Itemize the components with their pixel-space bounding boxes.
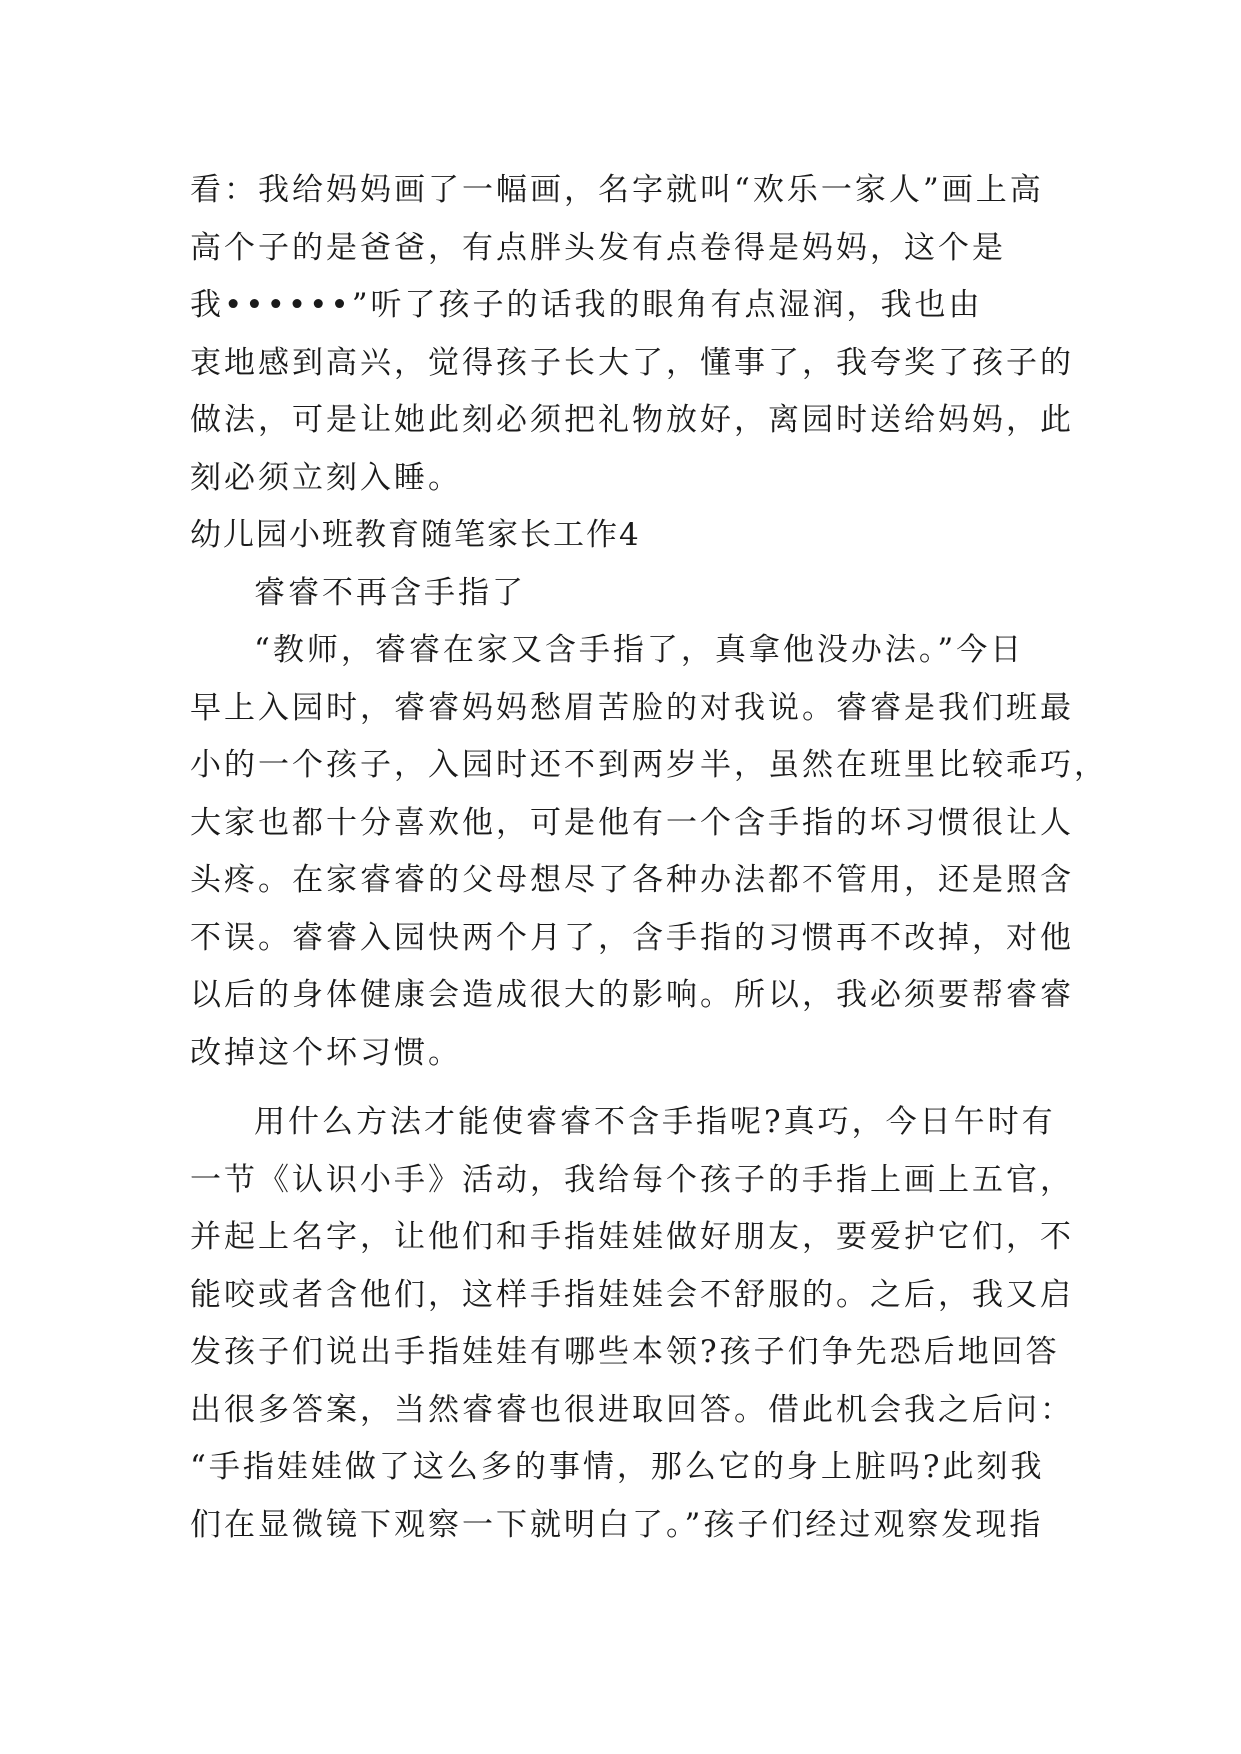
paragraph-line: 能咬或者含他们，这样手指娃娃会不舒服的。之后，我又启 [190,1276,1074,1313]
paragraph-line: “教师，睿睿在家又含手指了，真拿他没办法。”今日 [254,632,1025,668]
paragraph-line: 以后的身体健康会造成很大的影响。所以，我必须要帮睿睿 [190,977,1074,1013]
paragraph-line: 一节《认识小手》活动，我给每个孩子的手指上画上五官， [190,1161,1074,1198]
paragraph-line: 头疼。在家睿睿的父母想尽了各种办法都不管用，还是照含 [190,862,1074,898]
paragraph-line: 高个子的是爸爸，有点胖头发有点卷得是妈妈，这个是 [190,229,1006,266]
paragraph-line: 发孩子们说出手指娃娃有哪些本领?孩子们争先恐后地回答 [190,1334,1060,1370]
paragraph-spacer [190,1082,1060,1094]
paragraph-line: 小的一个孩子，入园时还不到两岁半，虽然在班里比较乖巧， [190,747,1108,783]
paragraph-line: 并起上名字，让他们和手指娃娃做好朋友，要爱护它们，不 [190,1219,1074,1255]
paragraph-line: “手指娃娃做了这么多的事情，那么它的身上脏吗?此刻我 [190,1449,1045,1485]
paragraph-1 [190,622,1108,1082]
paragraph-line: 做法，可是让她此刻必须把礼物放好，离园时送给妈妈，此 [190,402,1074,438]
paragraph-line: 衷地感到高兴，觉得孩子长大了，懂事了，我夸奖了孩子的 [190,344,1074,381]
paragraph-line: 用什么方法才能使睿睿不含手指呢?真巧，今日午时有 [254,1104,1056,1140]
paragraph-2 [190,1094,1074,1554]
paragraph-line: 大家也都十分喜欢他，可是他有一个含手指的坏习惯很让人 [190,804,1074,841]
paragraph-line: 们在显微镜下观察一下就明白了。”孩子们经过观察发现指 [190,1506,1044,1543]
paragraph-line: 改掉这个坏习惯。 [190,1034,462,1071]
document-body [190,162,1108,1554]
paragraph-line: 出很多答案，当然睿睿也很进取回答。借此机会我之后问： [190,1391,1074,1428]
section-subtitle: 睿睿不再含手指了 [254,574,526,611]
paragraph-line: 不误。睿睿入园快两个月了，含手指的习惯再不改掉，对他 [190,919,1074,956]
paragraph-line: 早上入园时，睿睿妈妈愁眉苦脸的对我说。睿睿是我们班最 [190,689,1074,726]
paragraph-line: 我••••••”听了孩子的话我的眼角有点湿润，我也由 [190,287,983,323]
continued-paragraph [190,162,1074,507]
paragraph-line: 刻必须立刻入睡。 [190,459,462,496]
paragraph-line: 看：我给妈妈画了一幅画，名字就叫“欢乐一家人”画上高 [190,172,1044,208]
section-heading: 幼儿园小班教育随笔家长工作4 [190,517,641,553]
